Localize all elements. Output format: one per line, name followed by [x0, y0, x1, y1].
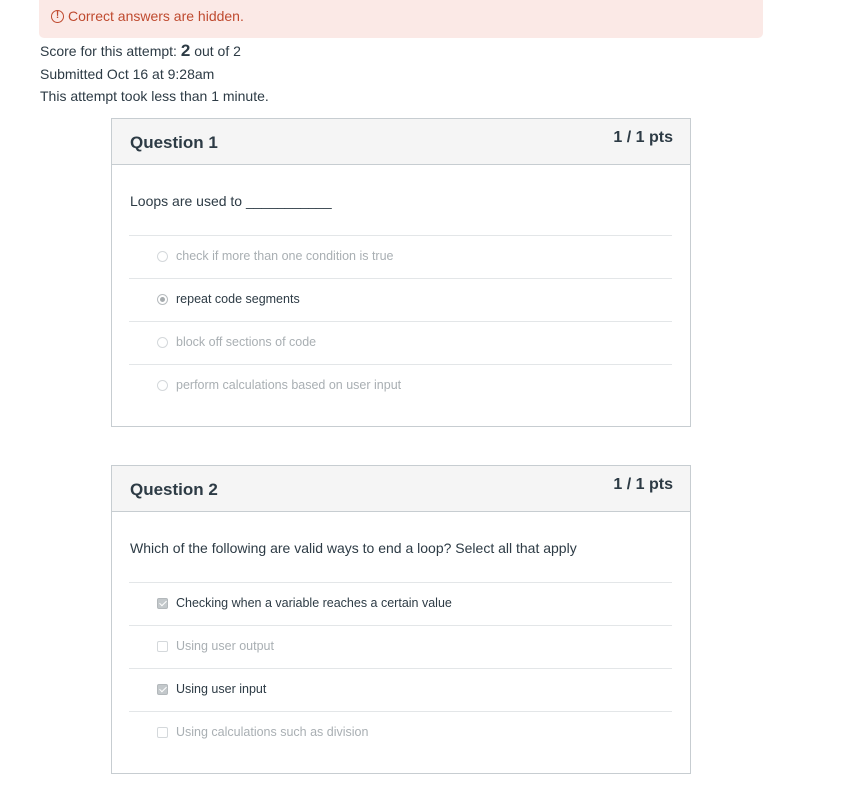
- answer-option[interactable]: [129, 235, 672, 278]
- question-text: Which of the following are valid ways to end a loop? Select all that apply: [130, 540, 577, 556]
- question-header: [112, 119, 690, 165]
- answer-label: repeat code segments: [176, 292, 300, 306]
- question-header: [112, 466, 690, 512]
- answer-option[interactable]: [129, 321, 672, 364]
- attempt-duration: This attempt took less than 1 minute.: [40, 88, 269, 104]
- answer-option[interactable]: [129, 364, 672, 407]
- question-points: 1 / 1 pts: [613, 476, 673, 493]
- submitted-time: Submitted Oct 16 at 9:28am: [40, 66, 215, 82]
- answer-list: [129, 235, 672, 407]
- score-prefix: Score for this attempt:: [40, 43, 181, 59]
- checkbox[interactable]: [157, 727, 168, 738]
- question-title: Question 2: [130, 480, 218, 499]
- checkbox-checked[interactable]: [157, 684, 168, 695]
- answer-label: Using calculations such as division: [176, 725, 369, 739]
- question-points: 1 / 1 pts: [613, 129, 673, 146]
- hidden-answers-alert: [39, 0, 763, 38]
- score-suffix: out of 2: [190, 43, 241, 59]
- answer-option-selected[interactable]: [129, 582, 672, 625]
- checkbox-checked[interactable]: [157, 598, 168, 609]
- answer-option-selected[interactable]: [129, 278, 672, 321]
- question-title: Question 1: [130, 133, 218, 152]
- answer-label: perform calculations based on user input: [176, 378, 402, 392]
- answer-label: Checking when a variable reaches a certain value: [176, 596, 452, 610]
- score-value: 2: [180, 41, 191, 60]
- alert-text: Correct answers are hidden.: [68, 8, 244, 24]
- checkbox[interactable]: [157, 641, 168, 652]
- question-2: [111, 465, 691, 774]
- answer-option[interactable]: [129, 625, 672, 668]
- answer-label: Using user input: [176, 682, 267, 696]
- attempt-score: [40, 41, 241, 61]
- radio-button[interactable]: [157, 251, 168, 262]
- question-1: [111, 118, 691, 427]
- answer-list: [129, 582, 672, 754]
- answer-option-selected[interactable]: [129, 668, 672, 711]
- radio-button[interactable]: [157, 337, 168, 348]
- answer-label: block off sections of code: [176, 335, 317, 349]
- radio-button[interactable]: [157, 380, 168, 391]
- answer-option[interactable]: [129, 711, 672, 754]
- exclamation-circle-icon: !: [51, 10, 64, 23]
- question-text: Loops are used to ___________: [130, 193, 332, 209]
- answer-label: check if more than one condition is true: [176, 249, 394, 263]
- answer-label: Using user output: [176, 639, 274, 653]
- radio-button-selected[interactable]: [157, 294, 168, 305]
